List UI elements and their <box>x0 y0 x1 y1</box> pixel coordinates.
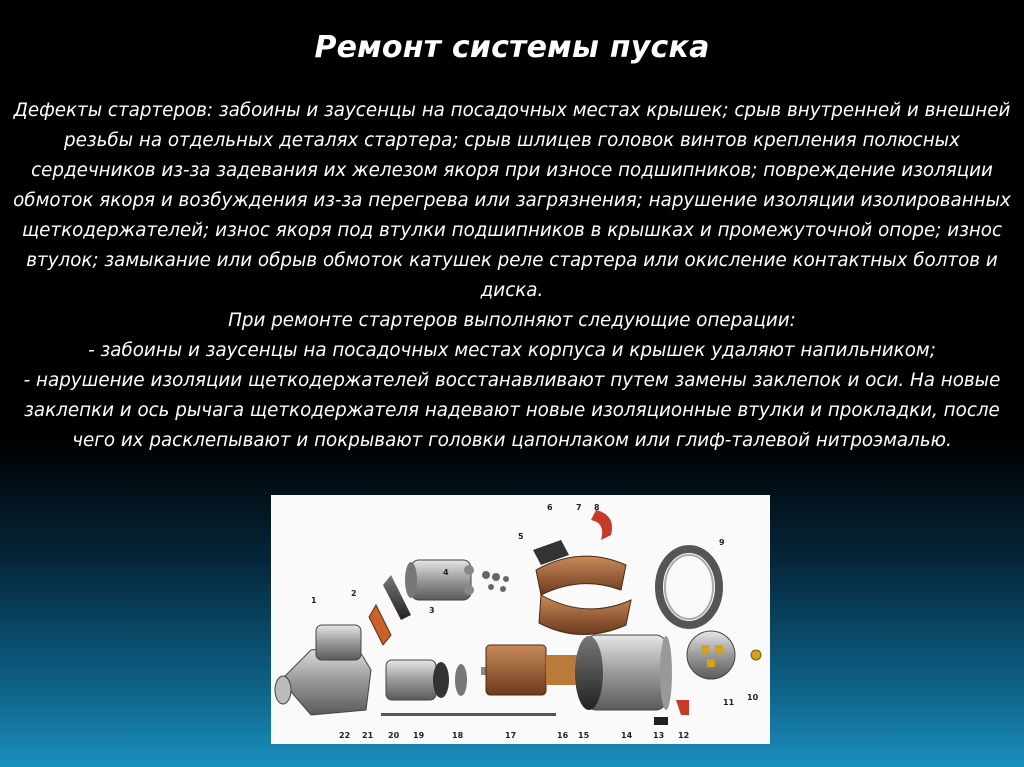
svg-text:14: 14 <box>621 731 633 740</box>
stator-housing <box>575 635 672 710</box>
drive-lever <box>369 605 391 645</box>
svg-text:17: 17 <box>505 731 517 740</box>
svg-text:10: 10 <box>747 693 759 702</box>
cover-ring <box>659 549 719 625</box>
svg-text:2: 2 <box>351 589 357 598</box>
starter-exploded-diagram <box>271 495 770 744</box>
repair-step-2: - нарушение изоляции щеткодержателей восстанавливают путем замены заклепок и оси. На новые заклепки и ось рычага щеткодержателя надевают новые изоляционные втулки и прокладки, после чего их расклепывают и покрывают головки цапонлаком или глиф-талевой нитроэмалью. <box>23 370 1001 451</box>
svg-text:6: 6 <box>547 503 553 512</box>
small-parts <box>482 571 509 592</box>
solenoid-relay <box>405 560 474 600</box>
svg-text:21: 21 <box>362 731 374 740</box>
svg-text:18: 18 <box>452 731 464 740</box>
svg-text:20: 20 <box>388 731 400 740</box>
rear-cover <box>687 631 761 679</box>
svg-text:19: 19 <box>413 731 425 740</box>
svg-text:8: 8 <box>594 503 600 512</box>
svg-text:11: 11 <box>723 698 735 707</box>
slide-title: Ремонт системы пуска <box>314 30 710 65</box>
svg-text:7: 7 <box>576 503 582 512</box>
svg-text:22: 22 <box>339 731 351 740</box>
svg-text:5: 5 <box>518 532 524 541</box>
repair-step-1: - забоины и заусенцы на посадочных местах корпуса и крышек удаляют напильником; <box>88 340 936 361</box>
svg-text:16: 16 <box>557 731 569 740</box>
tie-bolt <box>381 713 556 716</box>
svg-text:12: 12 <box>678 731 690 740</box>
drive-clutch <box>386 660 467 700</box>
svg-text:13: 13 <box>653 731 665 740</box>
drive-housing <box>275 625 371 715</box>
repair-intro: При ремонте стартеров выполняют следующие операции: <box>228 310 796 331</box>
svg-text:3: 3 <box>429 606 435 615</box>
svg-text:15: 15 <box>578 731 590 740</box>
svg-text:4: 4 <box>443 568 449 577</box>
starter-diagram-svg <box>271 495 770 744</box>
defects-paragraph: Дефекты стартеров: забоины и заусенцы на посадочных местах крышек; срыв внутренней и внешней резьбы на отдельных деталях стартера; срыв шлицев головок винтов крепления полюсных сердечников из-за задевания их железом якоря при износе подшипников; повреждение изоляции обмоток якоря и возбуждения из-за перегрева или загрязнения; нарушение изоляции изолированных щеткодержателей; износ якоря под втулки подшипников в крышках и промежуточной опоре; износ втулок; замыкание или обрыв обмоток катушек реле стартера или окисление контактных болтов и диска. <box>13 100 1011 301</box>
field-windings <box>536 510 631 635</box>
svg-text:9: 9 <box>719 538 725 547</box>
svg-text:1: 1 <box>311 596 317 605</box>
slide-body <box>12 96 1012 456</box>
